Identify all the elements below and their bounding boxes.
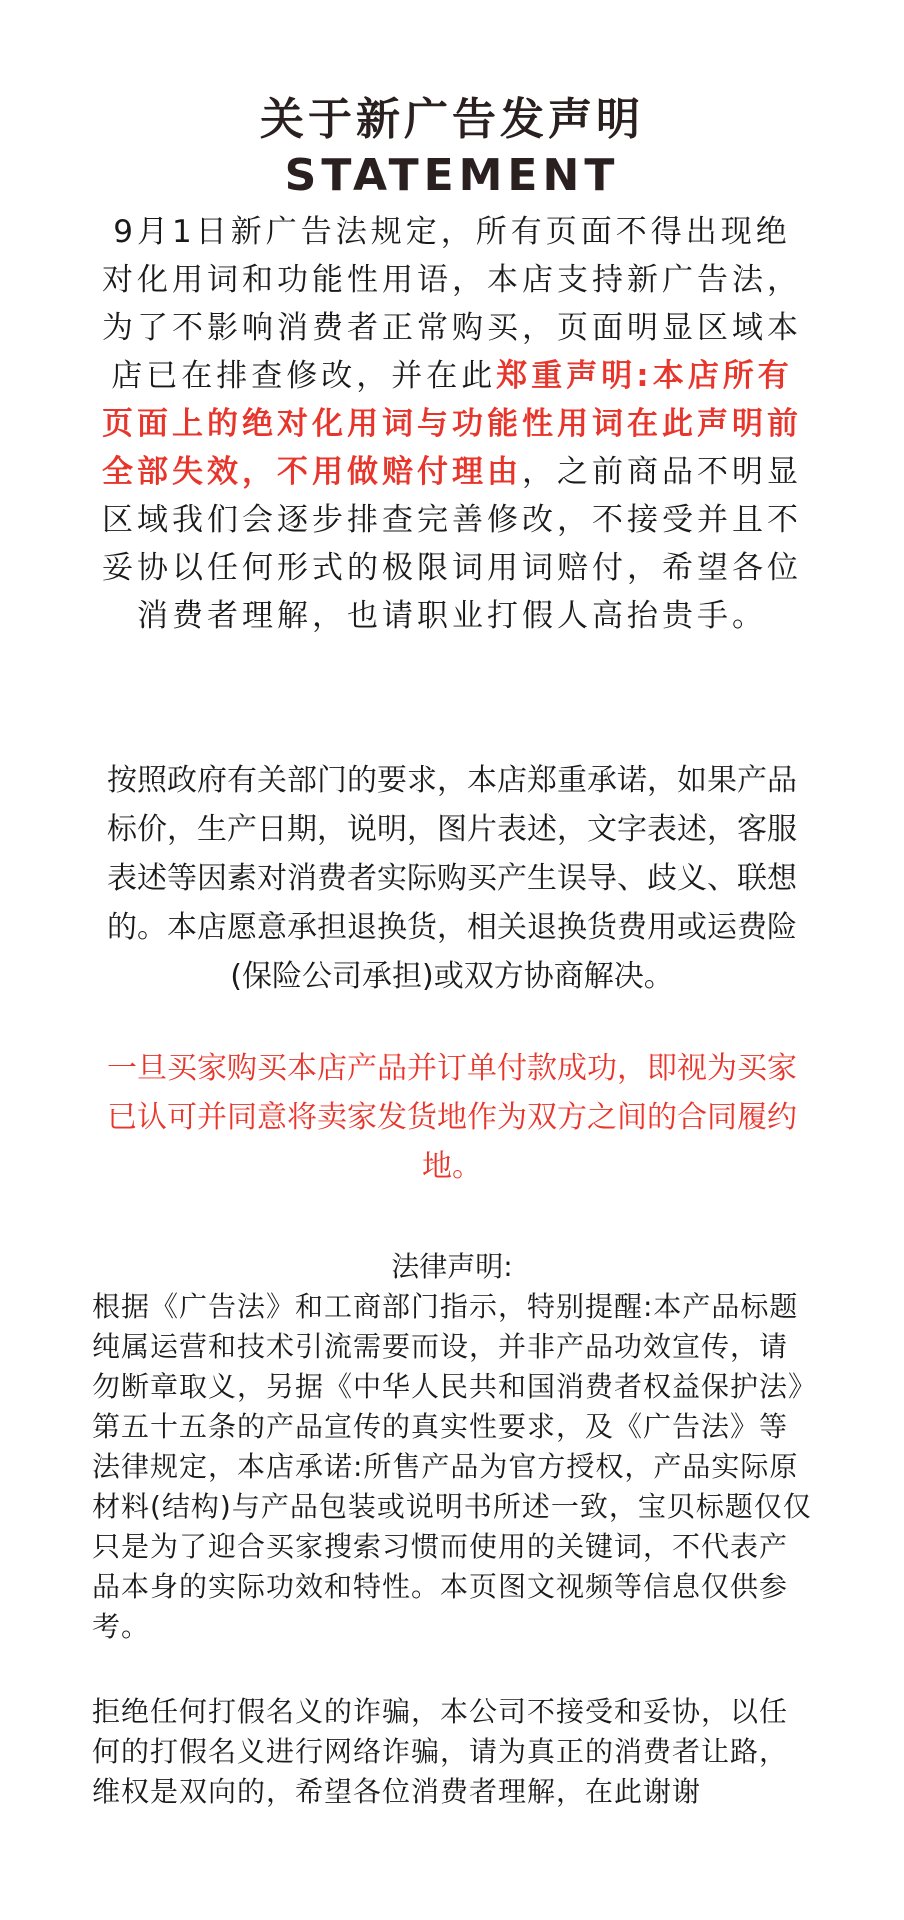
statement-text-intro: 9月1日新广告法规定，所有页面不得出现绝对化用词和功能性用语，本店支持新广告法，为了不影响消费者正常购买，页面明显区域本店已在排查修改，并在此	[102, 214, 802, 394]
legal-statement-body: 根据《广告法》和工商部门指示，特别提醒:本产品标题纯属运营和技术引流需要而设，并非产品功效宣传，请勿断章取义，另据《中华人民共和国消费者权益保护法》第五十五条的产品宣传的真实性要求，及《广告法》等法律规定，本店承诺:所售产品为官方授权，产品实际原材料(结构)与产品包装或说明书所述一致，宝贝标题仅仅只是为了迎合买家搜索习惯而使用的关键词，不代表产品本身的实际功效和特性。本页图文视频等信息仅供参考。	[92, 1290, 812, 1643]
page-subtitle-english: STATEMENT	[284, 150, 620, 201]
legal-statement-heading: 法律声明:	[391, 1250, 513, 1283]
page-title: 关于新广告发声明	[260, 94, 644, 145]
statement-text-continued: ，之前商品不明显区域我们会逐步排查完善修改，不接受并且不妥协以任何形式的极限词用词赔付，希望各位消费者理解，也请职业打假人高抬贵手。	[102, 454, 802, 634]
commitment-paragraph: 按照政府有关部门的要求，本店郑重承诺，如果产品标价，生产日期，说明，图片表述，文字表述，客服表述等因素对消费者实际购买产生误导、歧义、联想的。本店愿意承担退换货，相关退换货费用或运费险(保险公司承担)或双方协商解决。	[107, 763, 797, 994]
ad-law-statement-paragraph	[96, 208, 808, 640]
anti-fraud-paragraph: 拒绝任何打假名义的诈骗，本公司不接受和妥协，以任何的打假名义进行网络诈骗，请为真正的消费者让路，维权是双向的，希望各位消费者理解，在此谢谢	[92, 1695, 789, 1808]
contract-location-paragraph: 一旦买家购买本店产品并订单付款成功，即视为买家已认可并同意将卖家发货地作为双方之间的合同履约地。	[107, 1051, 797, 1184]
statement-text-highlight: 郑重声明:本店所有页面上的绝对化用词与功能性用词在此声明前全部失效，不用做赔付理由	[102, 358, 802, 490]
